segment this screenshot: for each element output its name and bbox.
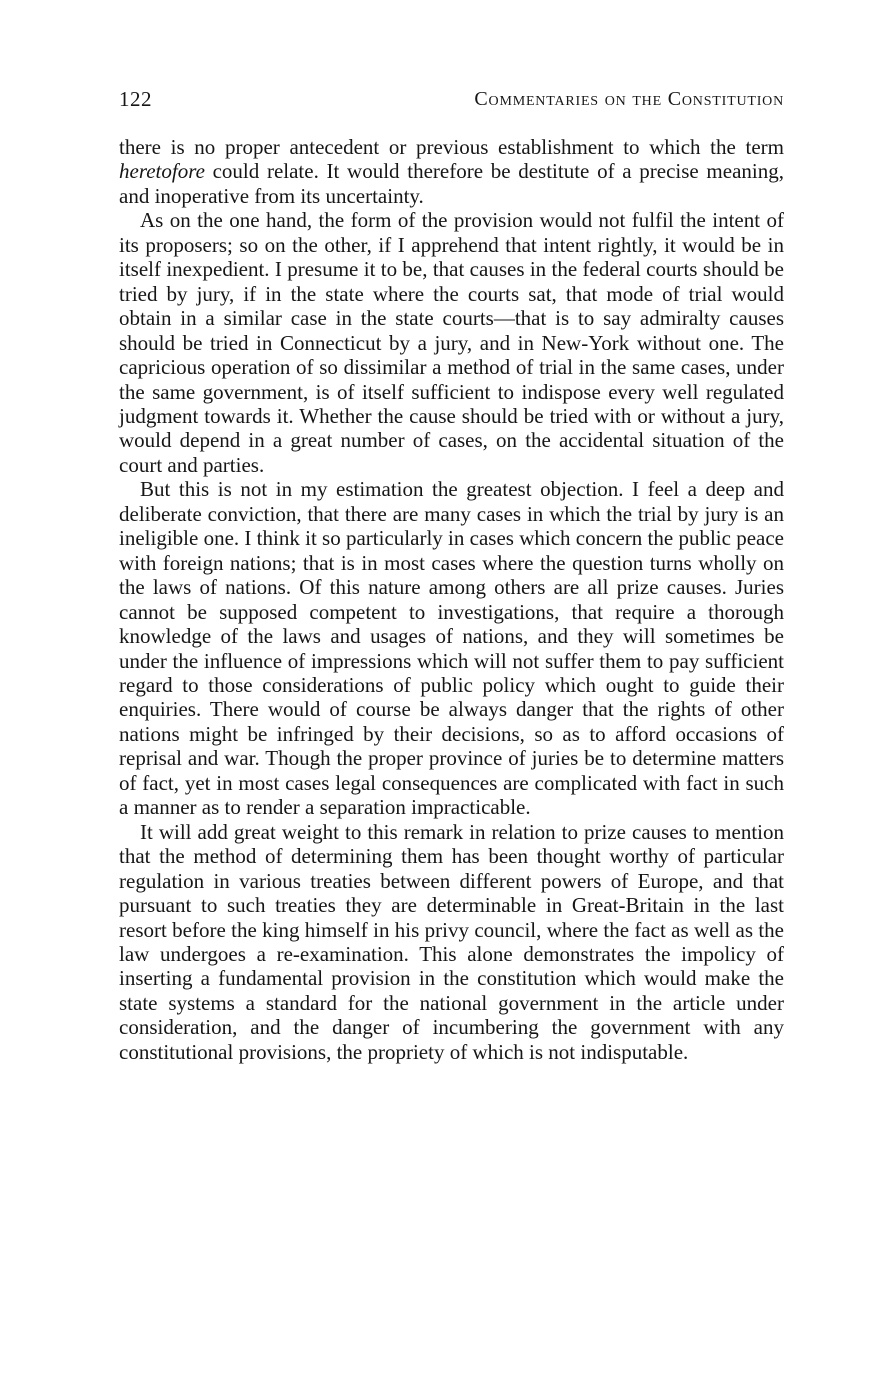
page-header	[119, 84, 784, 114]
body-text	[119, 135, 784, 1064]
paragraph-2: As on the one hand, the form of the provision would not fulfil the intent of its proposers; so on the other, if I apprehend that intent rightly, it would be in itself inexpedient. I presume it to be, that causes in the federal courts should be tried by jury, if in the state where the courts sat, that mode of trial would obtain in a similar case in the state courts—that is to say admiralty causes should be tried in Connecticut by a jury, and in New-York without one. The capricious operation of so dissimilar a method of trial in the same cases, under the same government, is of itself sufficient to indispose every well regulated judgment towards it. Whether the cause should be tried with or without a jury, would depend in a great number of cases, on the accidental situation of the court and parties.	[119, 208, 784, 477]
page-number: 122	[119, 87, 152, 111]
paragraph-1-start: there is no proper antecedent or previous establishment to which the term	[119, 135, 784, 159]
running-title: Commentaries on the Constitution	[474, 88, 784, 110]
italic-term: heretofore	[119, 159, 205, 184]
paragraph-1	[119, 135, 784, 208]
paragraph-4: It will add great weight to this remark in relation to prize causes to mention that the method of determining them has been thought worthy of particular regulation in various treaties between different powers of Europe, and that pursuant to such treaties they are determinable in Great-Britain in the last resort before the king himself in his privy council, where the fact as well as the law undergoes a re-examination. This alone demonstrates the impolicy of inserting a fundamental provision in the constitution which would make the state systems a standard for the national government in the article under consideration, and the danger of incumbering the government with any constitutional provisions, the propriety of which is not indisputable.	[119, 819, 784, 1064]
paragraph-1-end: could relate. It would therefore be destitute of a precise meaning, and inoperative from its uncertainty.	[119, 159, 784, 208]
paragraph-3: But this is not in my estimation the greatest objection. I feel a deep and deliberate conviction, that there are many cases in which the trial by jury is an ineligible one. I think it so particularly in cases which concern the public peace with foreign nations; that is in most cases where the question turns wholly on the laws of nations. Of this nature among others are all prize causes. Juries cannot be supposed competent to investigations, that require a thorough knowledge of the laws and usages of nations, and they will sometimes be under the influence of impressions which will not suffer them to pay sufficient regard to those considerations of public policy which ought to guide their enquiries. There would of course be always danger that the rights of other nations might be infringed by their decisions, so as to afford occasions of reprisal and war. Though the proper province of juries be to determine matters of fact, yet in most cases legal consequences are complicated with fact in such a manner as to render a separation impracticable.	[119, 477, 784, 820]
